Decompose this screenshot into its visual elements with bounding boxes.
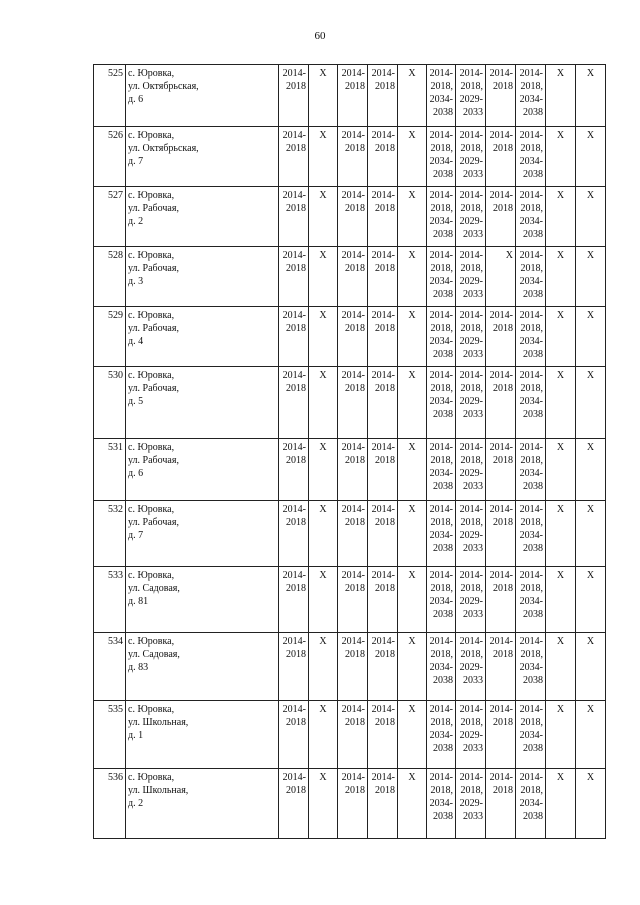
period-cell: 2014- 2018 [338,567,368,633]
period-cell: 2014- 2018, 2034- 2038 [427,367,456,439]
x-mark-cell: Х [576,65,606,127]
period-cell: 2014- 2018, 2029- 2033 [456,701,486,769]
period-cell: 2014- 2018 [279,769,309,839]
period-cell: 2014- 2018 [338,701,368,769]
x-mark-cell: Х [398,769,427,839]
x-mark-cell: Х [309,307,338,367]
period-cell: 2014- 2018 [486,633,516,701]
row-number: 535 [94,701,126,769]
period-cell: 2014- 2018, 2034- 2038 [516,501,546,567]
address-cell: с. Юровка, ул. Рабочая, д. 6 [126,439,279,501]
table-row [94,247,606,307]
row-number: 529 [94,307,126,367]
x-mark-cell: Х [546,633,576,701]
x-mark-cell: Х [309,247,338,307]
x-mark-cell: Х [576,701,606,769]
period-cell: 2014- 2018, 2029- 2033 [456,65,486,127]
period-cell: 2014- 2018 [486,127,516,187]
period-cell: 2014- 2018, 2034- 2038 [516,127,546,187]
period-cell: 2014- 2018 [279,247,309,307]
row-number: 528 [94,247,126,307]
period-cell: 2014- 2018 [368,769,398,839]
period-cell: 2014- 2018, 2034- 2038 [427,247,456,307]
address-cell: с. Юровка, ул. Октябрьская, д. 7 [126,127,279,187]
x-mark-cell: Х [546,701,576,769]
address-cell: с. Юровка, ул. Рабочая, д. 5 [126,367,279,439]
period-cell: 2014- 2018, 2029- 2033 [456,567,486,633]
period-cell: 2014- 2018 [368,307,398,367]
period-cell: 2014- 2018, 2029- 2033 [456,127,486,187]
x-mark-cell: Х [546,307,576,367]
table-body [94,65,606,839]
x-mark-cell: Х [576,439,606,501]
row-number: 534 [94,633,126,701]
period-cell: 2014- 2018 [279,187,309,247]
period-cell: 2014- 2018, 2034- 2038 [427,127,456,187]
table-row [94,567,606,633]
x-mark-cell: Х [576,633,606,701]
period-cell: 2014- 2018 [338,439,368,501]
x-mark-cell: Х [309,367,338,439]
x-mark-cell: Х [398,501,427,567]
period-cell: 2014- 2018 [279,701,309,769]
row-number: 531 [94,439,126,501]
period-cell: 2014- 2018 [338,127,368,187]
period-cell: 2014- 2018, 2034- 2038 [516,567,546,633]
period-cell: 2014- 2018 [338,247,368,307]
x-mark-cell: Х [546,567,576,633]
period-cell: 2014- 2018, 2034- 2038 [427,307,456,367]
x-mark-cell: Х [309,187,338,247]
x-mark-cell: Х [576,501,606,567]
period-cell: 2014- 2018 [486,501,516,567]
period-cell: 2014- 2018, 2034- 2038 [427,633,456,701]
address-cell: с. Юровка, ул. Садовая, д. 81 [126,567,279,633]
x-mark-cell: Х [576,307,606,367]
period-cell: 2014- 2018 [338,501,368,567]
table-row [94,367,606,439]
x-mark-cell: Х [398,307,427,367]
period-cell: 2014- 2018, 2034- 2038 [516,187,546,247]
table-row [94,769,606,839]
period-cell: 2014- 2018 [279,65,309,127]
period-cell: 2014- 2018, 2034- 2038 [516,633,546,701]
x-mark-cell: Х [309,65,338,127]
period-cell: 2014- 2018 [368,127,398,187]
x-mark-cell: Х [309,633,338,701]
table-row [94,307,606,367]
period-cell: 2014- 2018, 2029- 2033 [456,439,486,501]
table-row [94,65,606,127]
x-mark-cell: Х [398,127,427,187]
period-cell: 2014- 2018 [338,187,368,247]
period-cell: 2014- 2018, 2029- 2033 [456,187,486,247]
period-cell: Х [486,247,516,307]
row-number: 530 [94,367,126,439]
x-mark-cell: Х [576,247,606,307]
table-row [94,633,606,701]
period-cell: 2014- 2018, 2034- 2038 [516,701,546,769]
period-cell: 2014- 2018 [279,501,309,567]
period-cell: 2014- 2018, 2034- 2038 [427,65,456,127]
row-number: 532 [94,501,126,567]
row-number: 527 [94,187,126,247]
x-mark-cell: Х [546,769,576,839]
period-cell: 2014- 2018 [279,567,309,633]
table-row [94,701,606,769]
x-mark-cell: Х [309,127,338,187]
x-mark-cell: Х [546,247,576,307]
period-cell: 2014- 2018, 2029- 2033 [456,501,486,567]
period-cell: 2014- 2018, 2034- 2038 [427,567,456,633]
period-cell: 2014- 2018 [279,367,309,439]
period-cell: 2014- 2018 [279,307,309,367]
table-row [94,187,606,247]
x-mark-cell: Х [309,701,338,769]
period-cell: 2014- 2018, 2034- 2038 [516,769,546,839]
x-mark-cell: Х [398,367,427,439]
period-cell: 2014- 2018 [279,439,309,501]
x-mark-cell: Х [398,65,427,127]
period-cell: 2014- 2018 [368,633,398,701]
address-cell: с. Юровка, ул. Рабочая, д. 3 [126,247,279,307]
period-cell: 2014- 2018, 2034- 2038 [427,501,456,567]
registry-table [93,64,606,839]
row-number: 533 [94,567,126,633]
x-mark-cell: Х [576,367,606,439]
period-cell: 2014- 2018 [338,633,368,701]
period-cell: 2014- 2018, 2034- 2038 [427,701,456,769]
period-cell: 2014- 2018 [486,367,516,439]
x-mark-cell: Х [546,501,576,567]
period-cell: 2014- 2018 [368,65,398,127]
x-mark-cell: Х [398,633,427,701]
period-cell: 2014- 2018 [368,567,398,633]
period-cell: 2014- 2018, 2034- 2038 [516,247,546,307]
x-mark-cell: Х [546,187,576,247]
address-cell: с. Юровка, ул. Школьная, д. 2 [126,769,279,839]
x-mark-cell: Х [309,769,338,839]
page-number: 60 [314,30,326,42]
period-cell: 2014- 2018, 2034- 2038 [516,65,546,127]
x-mark-cell: Х [576,187,606,247]
x-mark-cell: Х [398,567,427,633]
x-mark-cell: Х [398,247,427,307]
address-cell: с. Юровка, ул. Рабочая, д. 2 [126,187,279,247]
row-number: 526 [94,127,126,187]
period-cell: 2014- 2018 [486,439,516,501]
period-cell: 2014- 2018 [486,701,516,769]
period-cell: 2014- 2018 [486,567,516,633]
x-mark-cell: Х [309,439,338,501]
period-cell: 2014- 2018 [486,187,516,247]
row-number: 525 [94,65,126,127]
period-cell: 2014- 2018 [368,701,398,769]
row-number: 536 [94,769,126,839]
period-cell: 2014- 2018, 2034- 2038 [516,307,546,367]
period-cell: 2014- 2018 [338,65,368,127]
x-mark-cell: Х [546,65,576,127]
x-mark-cell: Х [398,439,427,501]
period-cell: 2014- 2018 [486,65,516,127]
address-cell: с. Юровка, ул. Рабочая, д. 7 [126,501,279,567]
period-cell: 2014- 2018 [486,307,516,367]
x-mark-cell: Х [576,567,606,633]
x-mark-cell: Х [309,567,338,633]
period-cell: 2014- 2018 [368,439,398,501]
x-mark-cell: Х [398,187,427,247]
table-row [94,127,606,187]
table-row [94,439,606,501]
x-mark-cell: Х [546,127,576,187]
period-cell: 2014- 2018 [279,127,309,187]
address-cell: с. Юровка, ул. Школьная, д. 1 [126,701,279,769]
table-row [94,501,606,567]
period-cell: 2014- 2018, 2029- 2033 [456,769,486,839]
period-cell: 2014- 2018 [368,187,398,247]
x-mark-cell: Х [576,127,606,187]
period-cell: 2014- 2018, 2029- 2033 [456,633,486,701]
period-cell: 2014- 2018, 2034- 2038 [427,187,456,247]
period-cell: 2014- 2018 [368,367,398,439]
period-cell: 2014- 2018, 2034- 2038 [516,367,546,439]
x-mark-cell: Х [546,367,576,439]
period-cell: 2014- 2018 [279,633,309,701]
address-cell: с. Юровка, ул. Рабочая, д. 4 [126,307,279,367]
address-cell: с. Юровка, ул. Октябрьская, д. 6 [126,65,279,127]
period-cell: 2014- 2018 [368,501,398,567]
period-cell: 2014- 2018, 2034- 2038 [427,439,456,501]
period-cell: 2014- 2018 [368,247,398,307]
period-cell: 2014- 2018, 2034- 2038 [516,439,546,501]
period-cell: 2014- 2018 [338,367,368,439]
x-mark-cell: Х [309,501,338,567]
x-mark-cell: Х [398,701,427,769]
period-cell: 2014- 2018 [338,307,368,367]
period-cell: 2014- 2018, 2029- 2033 [456,307,486,367]
x-mark-cell: Х [546,439,576,501]
period-cell: 2014- 2018 [486,769,516,839]
x-mark-cell: Х [576,769,606,839]
period-cell: 2014- 2018, 2034- 2038 [427,769,456,839]
address-cell: с. Юровка, ул. Садовая, д. 83 [126,633,279,701]
period-cell: 2014- 2018 [338,769,368,839]
period-cell: 2014- 2018, 2029- 2033 [456,367,486,439]
period-cell: 2014- 2018, 2029- 2033 [456,247,486,307]
